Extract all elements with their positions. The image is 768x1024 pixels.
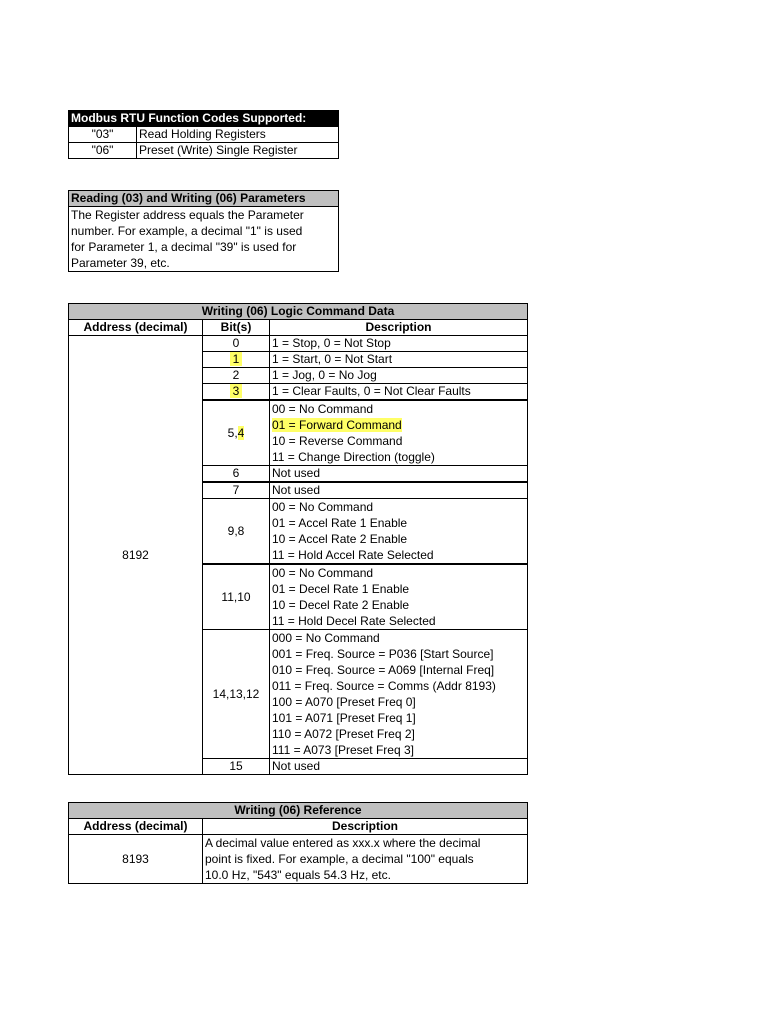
read-write-title: Reading (03) and Writing (06) Parameters	[69, 191, 339, 207]
bits-cell: 14,13,12	[203, 630, 270, 759]
desc-line: 11 = Hold Decel Rate Selected	[272, 614, 436, 628]
col-description: Description	[203, 819, 528, 835]
logic-command-table	[68, 303, 528, 775]
desc-cell: 1 = Stop, 0 = Not Stop	[270, 336, 528, 352]
bits-cell: 15	[203, 759, 270, 775]
bits-cell: 3	[230, 384, 243, 398]
bits-cell: 5,	[227, 425, 238, 440]
bits-cell: 0	[203, 336, 270, 352]
function-name: Read Holding Registers	[137, 127, 339, 143]
table-row	[69, 336, 528, 352]
text-line: Parameter 39, etc.	[71, 256, 170, 270]
read-write-table	[68, 190, 339, 272]
bits-cell: 11,10	[203, 564, 270, 630]
desc-line: 11 = Change Direction (toggle)	[272, 450, 435, 464]
desc-line: 10 = Accel Rate 2 Enable	[272, 532, 408, 546]
logic-command-title: Writing (06) Logic Command Data	[69, 304, 528, 320]
address-cell: 8193	[69, 835, 203, 884]
read-write-body	[69, 207, 339, 272]
text-line: number. For example, a decimal "1" is used	[71, 224, 303, 238]
desc-line: 10 = Decel Rate 2 Enable	[272, 598, 410, 612]
desc-line: 110 = A072 [Preset Freq 2]	[272, 727, 415, 741]
reference-table	[68, 802, 528, 884]
bits-cell: 7	[203, 482, 270, 499]
desc-cell: 1 = Start, 0 = Not Start	[270, 352, 528, 368]
desc-cell: Not used	[270, 482, 528, 499]
desc-cell: Not used	[270, 759, 528, 775]
desc-line: 10 = Reverse Command	[272, 434, 403, 448]
function-code: "03"	[69, 127, 137, 143]
desc-line: point is fixed. For example, a decimal "100" equals	[205, 852, 474, 866]
table-row	[69, 143, 339, 159]
function-codes-table	[68, 110, 339, 159]
desc-line: 001 = Freq. Source = P036 [Start Source]	[272, 647, 494, 661]
bits-cell: 9,8	[203, 499, 270, 565]
text-line: for Parameter 1, a decimal "39" is used for	[71, 240, 297, 254]
desc-line: 100 = A070 [Preset Freq 0]	[272, 695, 416, 709]
desc-cell: 1 = Clear Faults, 0 = Not Clear Faults	[270, 384, 528, 401]
desc-line: 00 = No Command	[272, 500, 374, 514]
desc-cell: Not used	[270, 466, 528, 483]
address-cell: 8192	[69, 336, 203, 775]
bits-cell: 2	[203, 368, 270, 384]
desc-line: 01 = Accel Rate 1 Enable	[272, 516, 408, 530]
bits-cell-highlight: 4	[237, 425, 245, 440]
desc-line: 01 = Decel Rate 1 Enable	[272, 582, 410, 596]
table-row	[69, 127, 339, 143]
text-line: The Register address equals the Parameter	[71, 208, 304, 222]
desc-line-highlight: 01 = Forward Command	[272, 418, 402, 432]
col-bits: Bit(s)	[203, 320, 270, 336]
bits-cell: 1	[230, 352, 243, 366]
reference-title: Writing (06) Reference	[69, 803, 528, 819]
desc-line: 000 = No Command	[272, 631, 380, 645]
col-address: Address (decimal)	[69, 819, 203, 835]
function-name: Preset (Write) Single Register	[137, 143, 339, 159]
desc-cell: 1 = Jog, 0 = No Jog	[270, 368, 528, 384]
function-code: "06"	[69, 143, 137, 159]
desc-line: 00 = No Command	[272, 566, 374, 580]
table-row	[69, 835, 528, 884]
desc-line: 111 = A073 [Preset Freq 3]	[272, 743, 414, 757]
desc-line: 00 = No Command	[272, 402, 374, 416]
desc-line: 011 = Freq. Source = Comms (Addr 8193)	[272, 679, 496, 693]
desc-line: 11 = Hold Accel Rate Selected	[272, 548, 434, 562]
col-address: Address (decimal)	[69, 320, 203, 336]
desc-line: A decimal value entered as xxx.x where the decimal	[205, 836, 481, 850]
function-codes-title: Modbus RTU Function Codes Supported:	[69, 111, 339, 127]
col-description: Description	[270, 320, 528, 336]
desc-line: 10.0 Hz, "543" equals 54.3 Hz, etc.	[205, 868, 391, 882]
desc-line: 101 = A071 [Preset Freq 1]	[272, 711, 416, 725]
bits-cell: 6	[203, 466, 270, 483]
desc-line: 010 = Freq. Source = A069 [Internal Freq]	[272, 663, 495, 677]
